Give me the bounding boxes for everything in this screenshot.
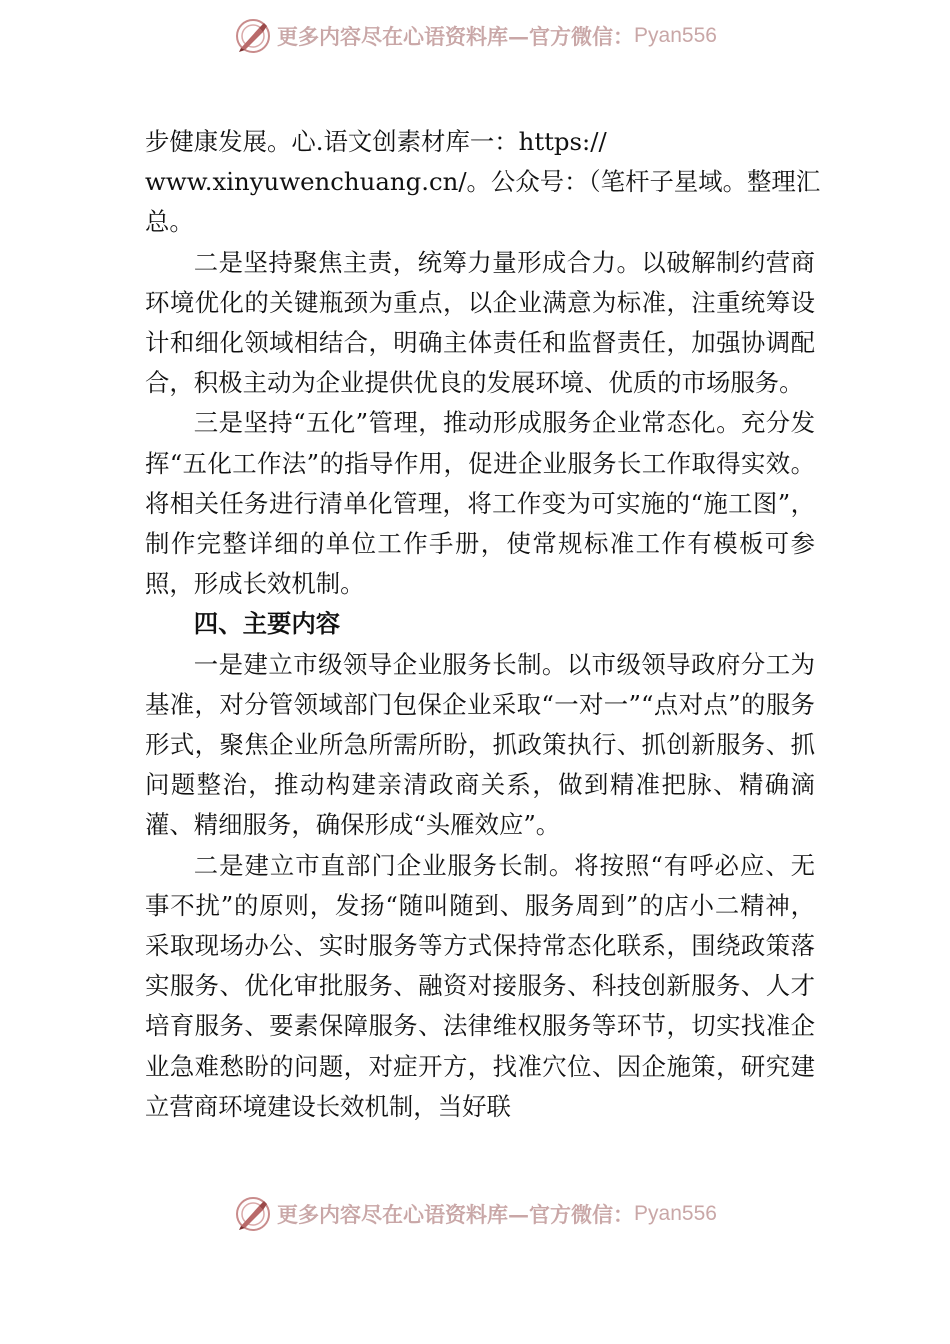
- paragraph: 二是坚持聚焦主责，统筹力量形成合力。以破解制约营商环境优化的关键瓶颈为重点，以企业满意为标准，注重统筹设计和细化领域相结合，明确主体责任和监督责任，加强协调配合，积极主动为企业提供优良的发展环境、优质的市场服务。: [145, 247, 815, 398]
- footer-banner: [0, 1192, 950, 1236]
- footer-text: 更多内容尽在心语资料库—官方微信：: [277, 1202, 635, 1227]
- paragraph: 三是坚持“五化”管理，推动形成服务企业常态化。充分发挥“五化工作法”的指导作用，促进企业服务长工作取得实效。将相关任务进行清单化管理，将工作变为可实施的“施工图”，制作完整详细的单位工作手册，使常规标准工作有模板可参照，形成长效机制。: [145, 408, 815, 599]
- document-body: [145, 122, 821, 1127]
- header-banner: [0, 14, 950, 58]
- section-heading: 四、主要内容: [193, 609, 341, 639]
- text-line: www.xinyuwenchuang.cn/。公众号：（笔杆子星域。整理汇: [145, 167, 821, 197]
- text-line: 步健康发展。心.语文创素材库一：https://: [145, 127, 607, 156]
- paragraph: 二是建立市直部门企业服务长制。将按照“有呼必应、无事不扰”的原则，发扬“随叫随到、服务周到”的店小二精神，采取现场办公、实时服务等方式保持常态化联系，围绕政策落实服务、优化审批服务、融资对接服务、科技创新服务、人才培育服务、要素保障服务、法律维权服务等环节，切实找准企业急难愁盼的问题，对症开方，找准穴位、因企施策，研究建立营商环境建设长效机制，当好联: [145, 850, 815, 1121]
- pen-logo-icon: [233, 1194, 273, 1234]
- paragraph-continuation: [145, 122, 821, 243]
- paragraph: 一是建立市级领导企业服务长制。以市级领导政府分工为基准，对分管领域部门包保企业采取“一对一”“点对点”的服务形式，聚焦企业所急所需所盼，抓政策执行、抓创新服务、抓问题整治，推动构建亲清政商关系，做到精准把脉、精确滴灌、精细服务，确保形成“头雁效应”。: [145, 649, 815, 840]
- header-text: 更多内容尽在心语资料库—官方微信：: [277, 24, 635, 49]
- footer-wechat-id: Pyan556: [634, 1202, 717, 1225]
- pen-logo-icon: [233, 16, 273, 56]
- header-wechat-id: Pyan556: [634, 24, 717, 47]
- text-line: 总。: [145, 207, 194, 237]
